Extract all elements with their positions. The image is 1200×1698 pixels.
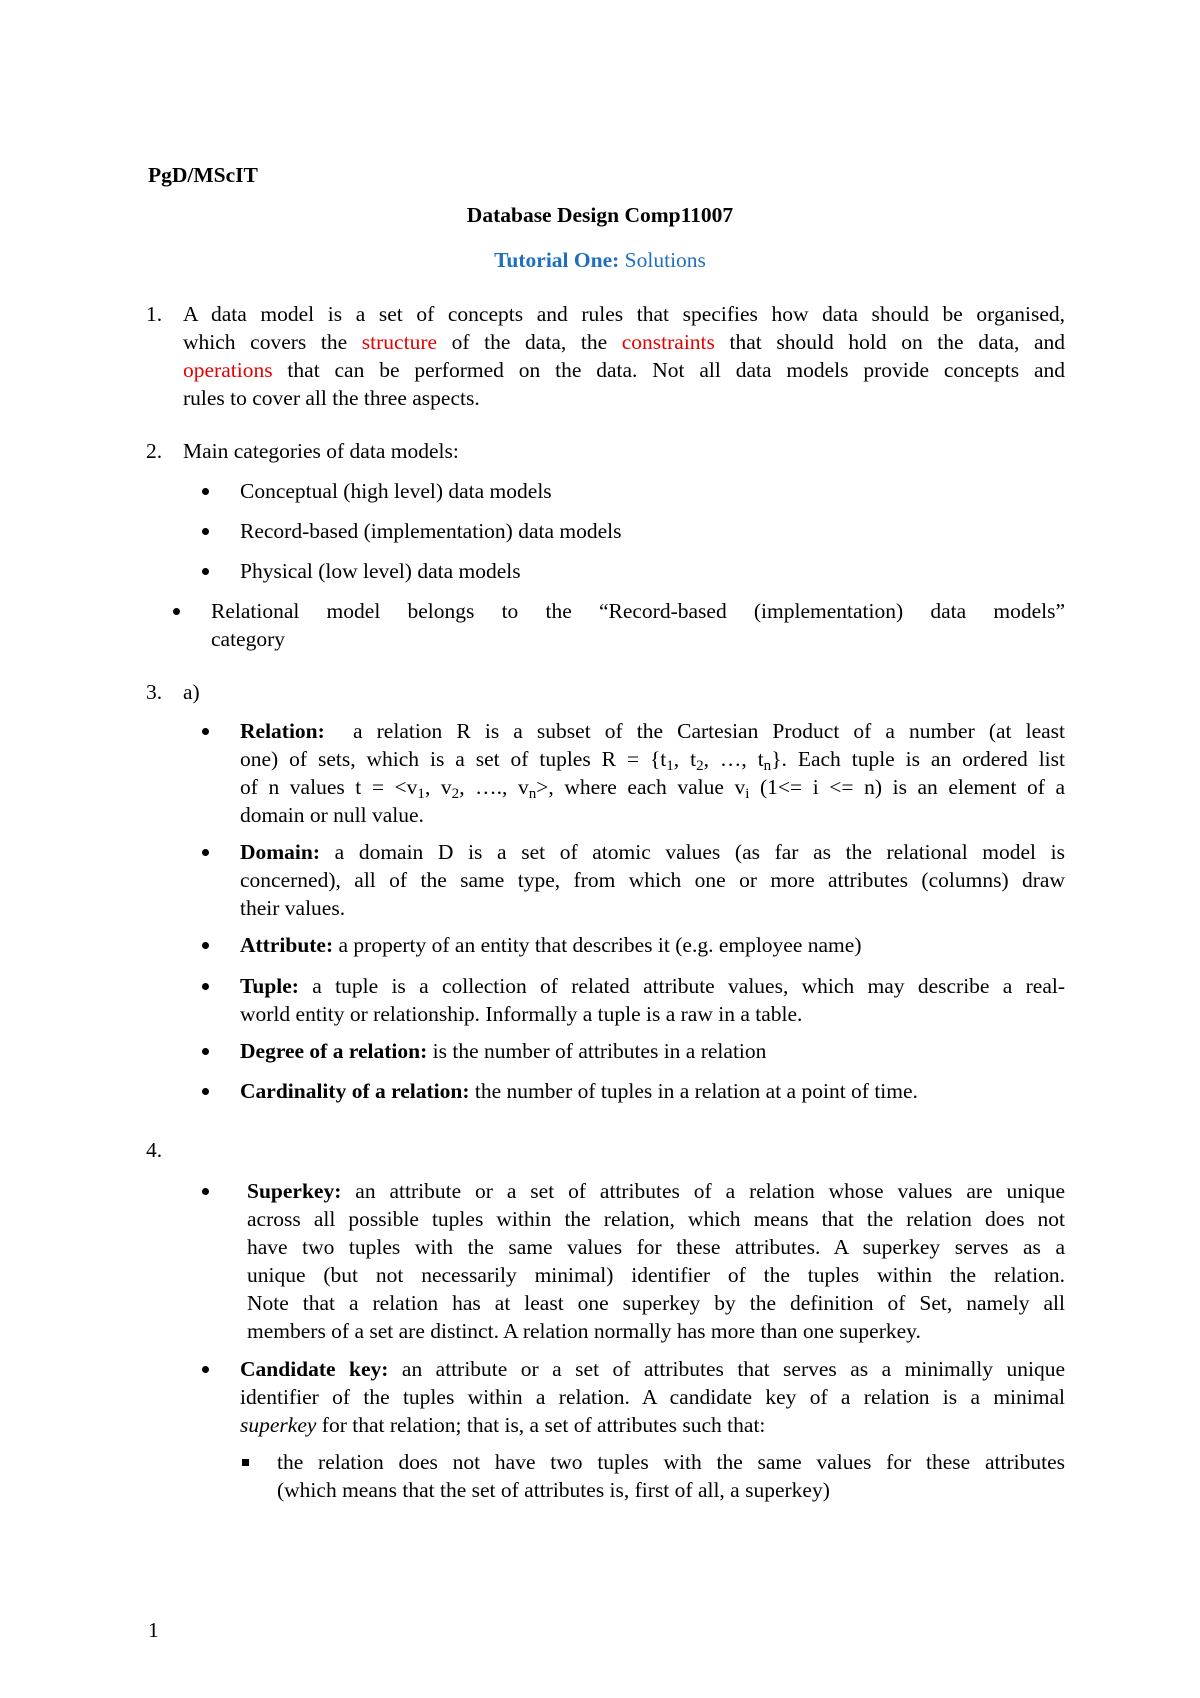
- term-cardinality: Cardinality of a relation:: [240, 1079, 470, 1103]
- term-attribute: Attribute:: [240, 933, 334, 957]
- keyword-structure: structure: [361, 330, 438, 354]
- q2-item-2: Record-based (implementation) data models: [240, 519, 622, 543]
- superkey-line6: members of a set are distinct. A relation normally has more than one superkey.: [247, 1319, 921, 1343]
- q1-line4: rules to cover all the three aspects.: [183, 386, 480, 410]
- bullet-icon: [202, 1048, 209, 1055]
- bullet-icon: [173, 608, 180, 615]
- term-tuple: Tuple:: [240, 974, 299, 998]
- q2-intro: Main categories of data models:: [183, 439, 459, 463]
- q2-note-line1: Relational model belongs to the “Record-based (implementation) data models”: [211, 599, 1065, 623]
- bullet-icon: [202, 849, 209, 856]
- term-domain: Domain:: [240, 840, 321, 864]
- superkey-line5: Note that a relation has at least one superkey by the definition of Set, namely all: [247, 1291, 1065, 1315]
- relation-line3: of n values $t = <v_1$, $v_2$, …., $v_n>$, where each value $v_i$ (1<= i <= n) is an element of a: [240, 775, 1066, 802]
- q3-number: 3.: [146, 680, 163, 704]
- bullet-icon: [202, 1088, 209, 1095]
- tutorial-heading: Tutorial One: Solutions: [494, 248, 706, 272]
- attribute-line: Attribute: a property of an entity that describes it (e.g. employee name): [240, 933, 862, 957]
- cardinality-line: Cardinality of a relation: the number of tuples in a relation at a point of time.: [240, 1079, 918, 1103]
- candidate-line3: superkey for that relation; that is, a set of attributes such that:: [240, 1413, 766, 1437]
- relation-line4: domain or null value.: [240, 803, 424, 827]
- candidate-line1: Candidate key: an attribute or a set of attributes that serves as a minimally unique: [240, 1357, 1065, 1381]
- bullet-icon: [202, 1366, 209, 1373]
- superkey-line1: Superkey: an attribute or a set of attributes of a relation whose values are unique: [247, 1179, 1065, 1203]
- term-candidate-key: Candidate key:: [240, 1357, 389, 1381]
- course-code: PgD/MScIT: [148, 163, 258, 187]
- square-bullet-icon: [242, 1459, 249, 1466]
- bullet-icon: [202, 728, 209, 735]
- document-title: Database Design Comp11007: [466, 203, 734, 227]
- degree-line: Degree of a relation: is the number of attributes in a relation: [240, 1039, 767, 1063]
- relation-line1: Relation: a relation R is a subset of the Cartesian Product of a number (at least: [240, 719, 1066, 743]
- domain-line1: Domain: a domain D is a set of atomic values (as far as the relational model is: [240, 840, 1065, 864]
- bullet-icon: [202, 1188, 209, 1195]
- superkey-line2: across all possible tuples within the relation, which means that the relation does not: [247, 1207, 1065, 1231]
- keyword-constraints: constraints: [621, 330, 715, 354]
- term-relation: Relation:: [240, 719, 325, 743]
- term-degree: Degree of a relation:: [240, 1039, 428, 1063]
- domain-line3: their values.: [240, 896, 346, 920]
- q1-line3: operations that can be performed on the data. Not all data models provide concepts and: [183, 358, 1065, 382]
- page-number: 1: [148, 1618, 159, 1642]
- bullet-icon: [202, 983, 209, 990]
- bullet-icon: [202, 942, 209, 949]
- bullet-icon: [202, 528, 209, 535]
- q2-item-1: Conceptual (high level) data models: [240, 479, 552, 503]
- q2-note-line2: category: [211, 627, 286, 651]
- candidate-sub-line1: the relation does not have two tuples with the same values for these attributes: [277, 1450, 1065, 1474]
- candidate-line2: identifier of the tuples within a relation. A candidate key of a relation is a minimal: [240, 1385, 1065, 1409]
- tuple-line1: Tuple: a tuple is a collection of related attribute values, which may describe a real-: [240, 974, 1066, 998]
- superkey-line4: unique (but not necessarily minimal) identifier of the tuples within the relation.: [247, 1263, 1065, 1287]
- q2-number: 2.: [146, 439, 163, 463]
- q4-number: 4.: [146, 1138, 163, 1162]
- bullet-icon: [202, 488, 209, 495]
- keyword-operations: operations: [183, 358, 273, 382]
- tuple-line2: world entity or relationship. Informally a tuple is a raw in a table.: [240, 1002, 803, 1026]
- candidate-sub-line2: (which means that the set of attributes is, first of all, a superkey): [277, 1478, 830, 1502]
- bullet-icon: [202, 568, 209, 575]
- domain-line2: concerned), all of the same type, from which one or more attributes (columns) draw: [240, 868, 1065, 892]
- q2-item-3: Physical (low level) data models: [240, 559, 521, 583]
- q3-sub-label: a): [183, 680, 200, 704]
- term-superkey: Superkey:: [247, 1179, 342, 1203]
- q1-line2: which covers the structure of the data, the constraints that should hold on the data, and: [183, 330, 1066, 354]
- q1-number: 1.: [146, 302, 163, 326]
- superkey-line3: have two tuples with the same values for these attributes. A superkey serves as a: [247, 1235, 1065, 1259]
- q1-line1: A data model is a set of concepts and rules that specifies how data should be organised,: [183, 302, 1065, 326]
- relation-line2: one) of sets, which is a set of tuples $R = \{t_1$, $t_2$, …, $t_n$}. Each tuple is an ordered list: [240, 747, 1065, 774]
